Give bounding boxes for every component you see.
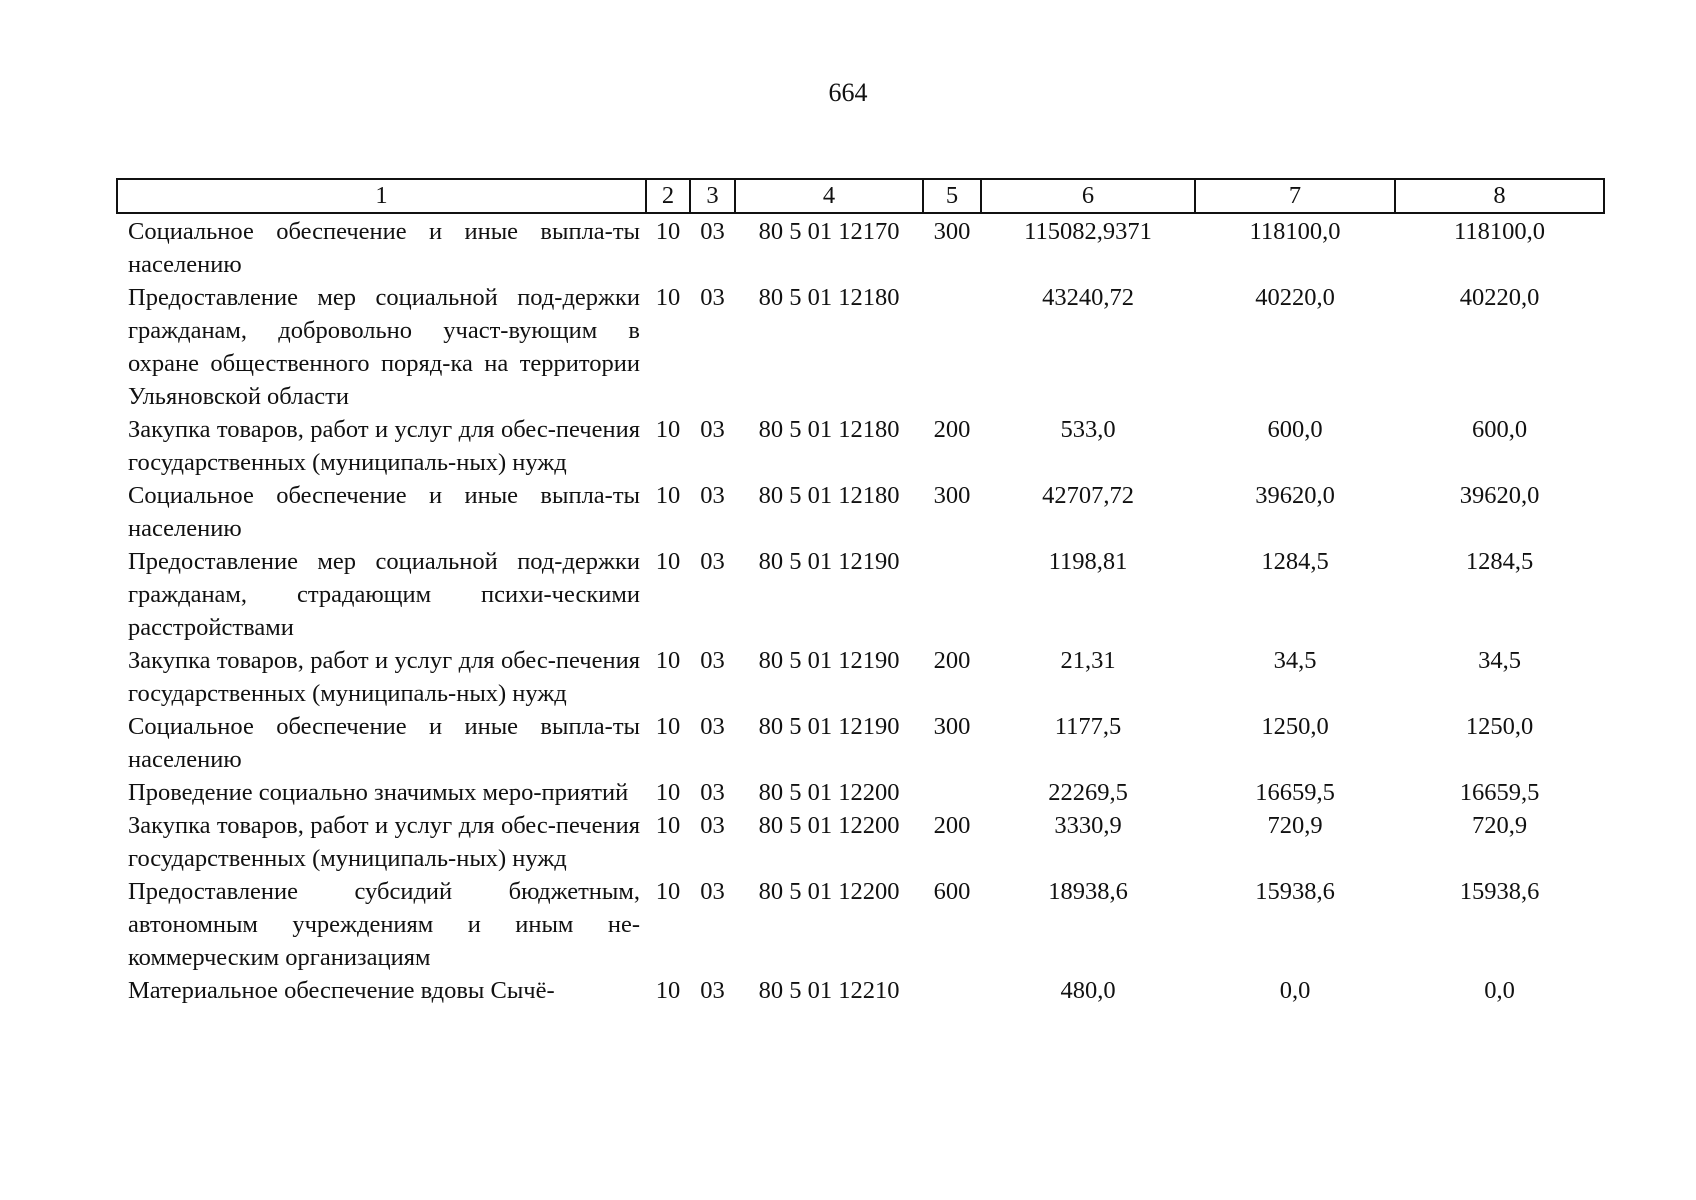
amount-col-6: 42707,72 xyxy=(1042,482,1134,509)
amount-col-6: 1177,5 xyxy=(1054,713,1122,740)
amount-col-8: 1284,5 xyxy=(1465,548,1534,575)
header-row xyxy=(117,179,1604,213)
section-code: 10 xyxy=(655,812,681,839)
amount-col-7: 39620,0 xyxy=(1255,482,1335,509)
amount-col-8: 1250,0 xyxy=(1465,713,1534,740)
table-row xyxy=(117,875,1604,974)
amount-col-8: 600,0 xyxy=(1471,416,1528,443)
amount-col-7: 1284,5 xyxy=(1261,548,1329,575)
expense-type-code: 300 xyxy=(933,482,971,509)
amount-col-7: 40220,0 xyxy=(1255,284,1335,311)
row-description: Предоставление мер социальной под-держки гражданам, страдающим психи-ческими расстройствами xyxy=(128,548,640,641)
table-row xyxy=(117,644,1604,710)
header-col-7: 7 xyxy=(1195,179,1395,213)
amount-col-8: 40220,0 xyxy=(1459,284,1540,311)
target-article-code: 80 5 01 12190 xyxy=(758,713,900,740)
amount-col-6: 21,31 xyxy=(1060,647,1116,674)
section-code: 10 xyxy=(655,284,681,311)
table-row xyxy=(117,479,1604,545)
target-article-code: 80 5 01 12200 xyxy=(758,812,900,839)
expense-type-code: 200 xyxy=(933,647,971,674)
section-code: 10 xyxy=(655,416,681,443)
amount-col-6: 18938,6 xyxy=(1048,878,1128,905)
subsection-code: 03 xyxy=(700,977,725,1004)
target-article-code: 80 5 01 12180 xyxy=(758,284,900,311)
amount-col-7: 34,5 xyxy=(1273,647,1317,674)
expense-type-code xyxy=(923,974,981,1007)
amount-col-8: 39620,0 xyxy=(1459,482,1540,509)
table-row xyxy=(117,710,1604,776)
table-row xyxy=(117,809,1604,875)
table-row xyxy=(117,974,1604,1007)
amount-col-8: 34,5 xyxy=(1478,647,1521,674)
header-col-2: 2 xyxy=(646,179,690,213)
subsection-code: 03 xyxy=(700,548,725,575)
amount-col-6: 115082,9371 xyxy=(1024,218,1152,245)
row-description: Проведение социально значимых меро-приятий xyxy=(128,779,629,806)
target-article-code: 80 5 01 12190 xyxy=(758,548,900,575)
row-description: Предоставление мер социальной под-держки гражданам, добровольно участ-вующим в охране общественного поряд-ка на территории Ульяновской области xyxy=(128,284,640,410)
amount-col-8: 15938,6 xyxy=(1459,878,1540,905)
header-col-6: 6 xyxy=(981,179,1195,213)
target-article-code: 80 5 01 12180 xyxy=(758,416,900,443)
amount-col-7: 118100,0 xyxy=(1249,218,1341,245)
amount-col-6: 533,0 xyxy=(1060,416,1116,443)
amount-col-7: 0,0 xyxy=(1279,977,1311,1004)
table-row xyxy=(117,776,1604,809)
amount-col-8: 0,0 xyxy=(1484,977,1515,1004)
header-col-1: 1 xyxy=(117,179,646,213)
row-description: Предоставление субсидий бюджетным, автономным учреждениям и иным не-коммерческим организациям xyxy=(128,878,640,971)
subsection-code: 03 xyxy=(700,284,725,311)
expense-type-code xyxy=(923,281,981,413)
amount-col-7: 720,9 xyxy=(1267,812,1323,839)
subsection-code: 03 xyxy=(700,779,725,806)
row-description: Социальное обеспечение и иные выпла-ты населению xyxy=(128,218,640,278)
table-row xyxy=(117,281,1604,413)
section-code: 10 xyxy=(655,218,681,245)
target-article-code: 80 5 01 12200 xyxy=(758,779,900,806)
header-col-5: 5 xyxy=(923,179,981,213)
section-code: 10 xyxy=(655,878,681,905)
expense-type-code xyxy=(923,776,981,809)
subsection-code: 03 xyxy=(700,878,725,905)
target-article-code: 80 5 01 12170 xyxy=(758,218,900,245)
amount-col-8: 720,9 xyxy=(1471,812,1528,839)
header-col-3: 3 xyxy=(690,179,735,213)
expense-type-code: 200 xyxy=(933,812,971,839)
subsection-code: 03 xyxy=(700,713,725,740)
page-number: 664 xyxy=(828,78,868,107)
subsection-code: 03 xyxy=(700,482,725,509)
section-code: 10 xyxy=(655,548,681,575)
row-description: Социальное обеспечение и иные выпла-ты населению xyxy=(128,713,640,773)
table-row xyxy=(117,545,1604,644)
row-description: Социальное обеспечение и иные выпла-ты населению xyxy=(128,482,640,542)
budget-table xyxy=(116,178,1605,1007)
header-col-4: 4 xyxy=(735,179,923,213)
amount-col-7: 1250,0 xyxy=(1261,713,1329,740)
expense-type-code xyxy=(923,545,981,644)
row-description: Закупка товаров, работ и услуг для обес-печения государственных (муниципаль-ных) нужд xyxy=(128,812,640,872)
section-code: 10 xyxy=(655,482,681,509)
header-col-8: 8 xyxy=(1395,179,1604,213)
expense-type-code: 300 xyxy=(933,713,971,740)
table-row xyxy=(117,213,1604,281)
amount-col-6: 1198,81 xyxy=(1048,548,1128,575)
table-row xyxy=(117,413,1604,479)
amount-col-8: 118100,0 xyxy=(1454,218,1545,245)
amount-col-7: 600,0 xyxy=(1267,416,1323,443)
subsection-code: 03 xyxy=(700,218,725,245)
target-article-code: 80 5 01 12180 xyxy=(758,482,900,509)
section-code: 10 xyxy=(655,647,681,674)
section-code: 10 xyxy=(655,713,681,740)
expense-type-code: 300 xyxy=(933,218,971,245)
amount-col-7: 16659,5 xyxy=(1255,779,1335,806)
expense-type-code: 200 xyxy=(933,416,971,443)
subsection-code: 03 xyxy=(700,416,725,443)
expense-type-code: 600 xyxy=(933,878,971,905)
amount-col-6: 43240,72 xyxy=(1042,284,1134,311)
target-article-code: 80 5 01 12190 xyxy=(758,647,900,674)
target-article-code: 80 5 01 12210 xyxy=(758,977,900,1004)
row-description: Закупка товаров, работ и услуг для обес-печения государственных (муниципаль-ных) нужд xyxy=(128,647,640,707)
amount-col-6: 3330,9 xyxy=(1054,812,1122,839)
subsection-code: 03 xyxy=(700,647,725,674)
target-article-code: 80 5 01 12200 xyxy=(758,878,900,905)
amount-col-6: 22269,5 xyxy=(1048,779,1128,806)
section-code: 10 xyxy=(655,977,681,1004)
table-body xyxy=(117,213,1604,1007)
row-description: Закупка товаров, работ и услуг для обес-печения государственных (муниципаль-ных) нужд xyxy=(128,416,640,476)
amount-col-7: 15938,6 xyxy=(1255,878,1335,905)
subsection-code: 03 xyxy=(700,812,725,839)
row-description: Материальное обеспечение вдовы Сычё- xyxy=(128,977,555,1004)
amount-col-8: 16659,5 xyxy=(1459,779,1540,806)
section-code: 10 xyxy=(655,779,681,806)
amount-col-6: 480,0 xyxy=(1060,977,1116,1004)
